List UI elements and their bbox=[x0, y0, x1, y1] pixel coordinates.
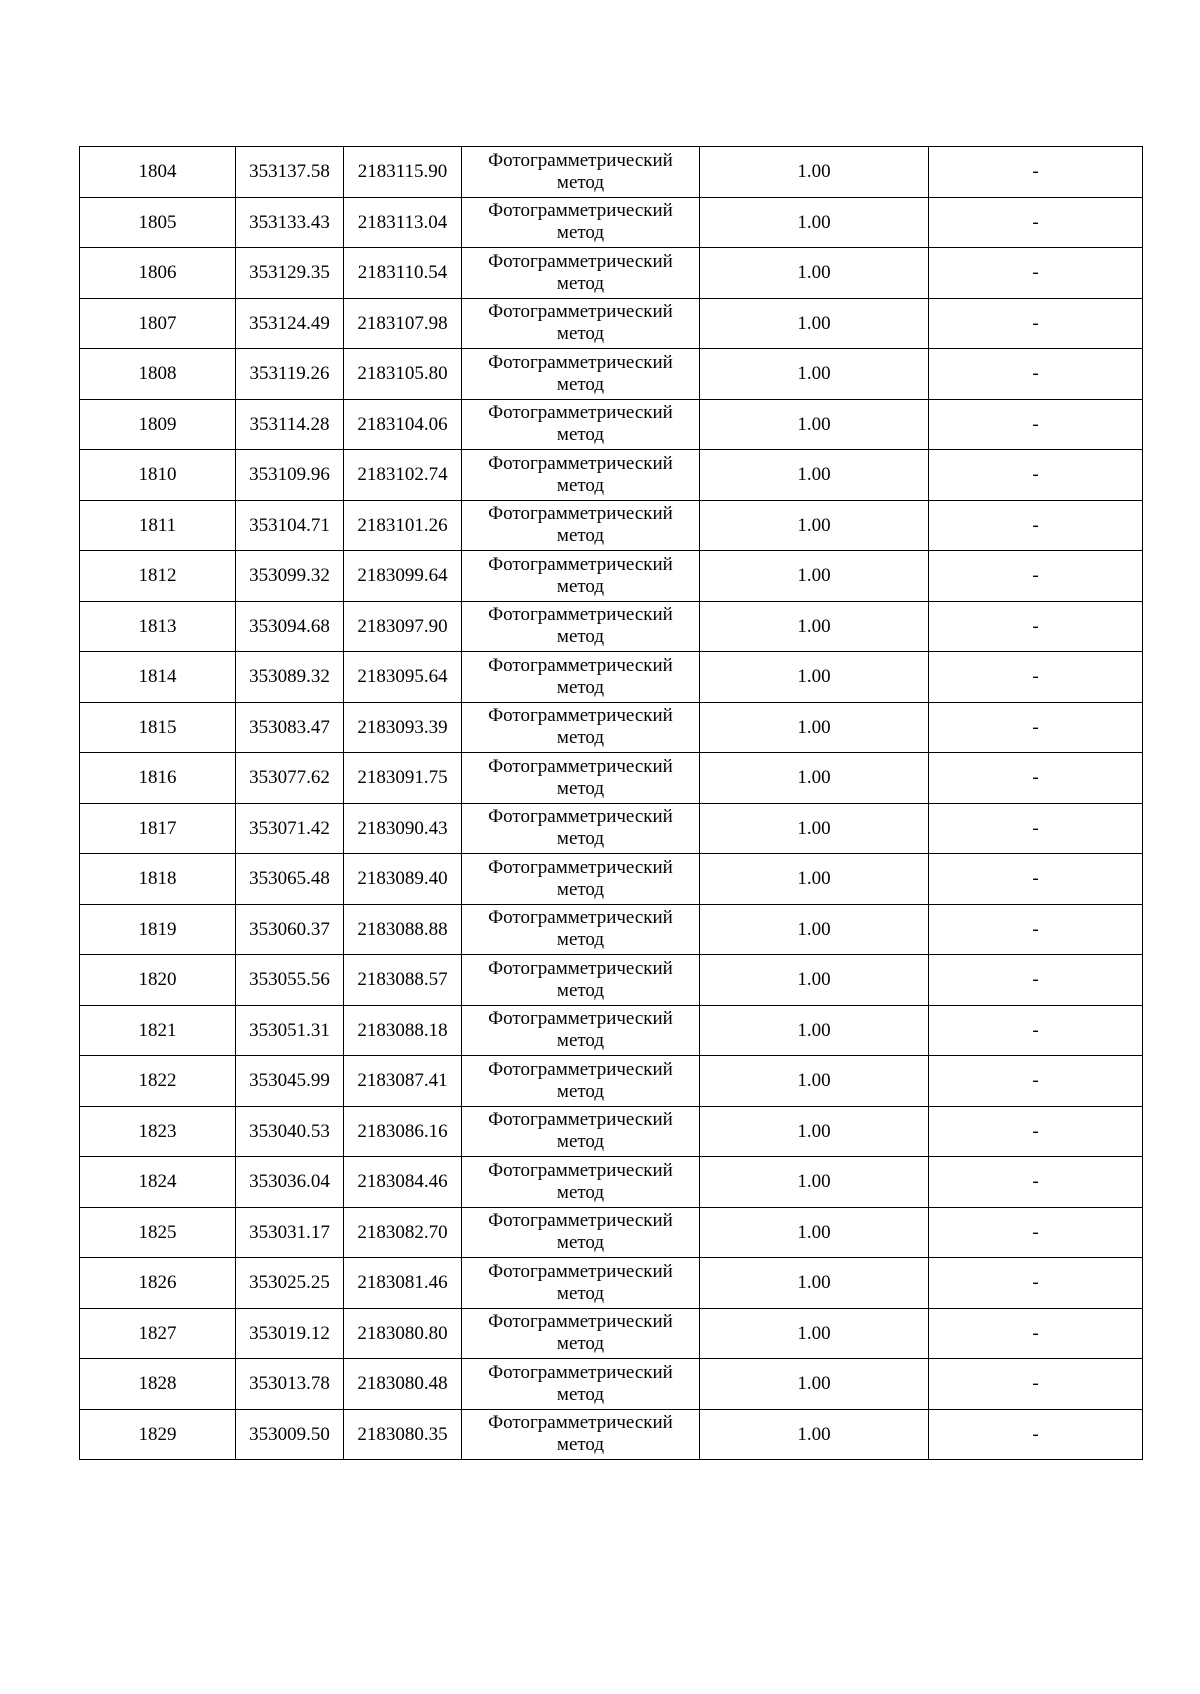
table-row bbox=[80, 702, 1143, 753]
note-cell: - bbox=[929, 450, 1143, 501]
method-line-1: Фотограмметрический bbox=[488, 452, 673, 474]
point-number-cell: 1817 bbox=[80, 803, 236, 854]
table-row bbox=[80, 1106, 1143, 1157]
accuracy-cell: 1.00 bbox=[700, 1207, 929, 1258]
x-coordinate-cell: 353094.68 bbox=[236, 601, 344, 652]
method-line-1: Фотограмметрический bbox=[488, 250, 673, 272]
accuracy-cell: 1.00 bbox=[700, 1106, 929, 1157]
method-cell bbox=[462, 1359, 700, 1410]
point-number-cell: 1807 bbox=[80, 298, 236, 349]
note-cell: - bbox=[929, 1056, 1143, 1107]
note-cell: - bbox=[929, 551, 1143, 602]
method-cell bbox=[462, 1207, 700, 1258]
y-coordinate-cell: 2183080.48 bbox=[344, 1359, 462, 1410]
x-coordinate-cell: 353036.04 bbox=[236, 1157, 344, 1208]
method-line-2: метод bbox=[556, 525, 605, 547]
y-coordinate-cell: 2183102.74 bbox=[344, 450, 462, 501]
accuracy-cell: 1.00 bbox=[700, 147, 929, 198]
method-line-2: метод bbox=[556, 1232, 605, 1254]
table-row bbox=[80, 1056, 1143, 1107]
note-cell: - bbox=[929, 349, 1143, 400]
method-cell bbox=[462, 702, 700, 753]
note-cell: - bbox=[929, 1157, 1143, 1208]
note-cell: - bbox=[929, 1359, 1143, 1410]
method-line-2: метод bbox=[556, 777, 605, 799]
accuracy-cell: 1.00 bbox=[700, 197, 929, 248]
table-row bbox=[80, 955, 1143, 1006]
method-cell bbox=[462, 1157, 700, 1208]
method-line-1: Фотограмметрический bbox=[488, 1260, 673, 1282]
table-row bbox=[80, 197, 1143, 248]
x-coordinate-cell: 353109.96 bbox=[236, 450, 344, 501]
method-line-2: метод bbox=[556, 1333, 605, 1355]
method-line-2: метод bbox=[556, 878, 605, 900]
table-row bbox=[80, 652, 1143, 703]
point-number-cell: 1824 bbox=[80, 1157, 236, 1208]
x-coordinate-cell: 353104.71 bbox=[236, 500, 344, 551]
x-coordinate-cell: 353071.42 bbox=[236, 803, 344, 854]
y-coordinate-cell: 2183080.80 bbox=[344, 1308, 462, 1359]
note-cell: - bbox=[929, 904, 1143, 955]
method-line-1: Фотограмметрический bbox=[488, 1412, 673, 1434]
method-line-1: Фотограмметрический bbox=[488, 200, 673, 222]
x-coordinate-cell: 353089.32 bbox=[236, 652, 344, 703]
method-cell bbox=[462, 854, 700, 905]
y-coordinate-cell: 2183115.90 bbox=[344, 147, 462, 198]
coordinates-table bbox=[79, 146, 1143, 1460]
accuracy-cell: 1.00 bbox=[700, 1258, 929, 1309]
table-row bbox=[80, 1359, 1143, 1410]
table-row bbox=[80, 1409, 1143, 1460]
point-number-cell: 1829 bbox=[80, 1409, 236, 1460]
accuracy-cell: 1.00 bbox=[700, 803, 929, 854]
method-line-1: Фотограмметрический bbox=[488, 705, 673, 727]
accuracy-cell: 1.00 bbox=[700, 450, 929, 501]
method-line-1: Фотограмметрический bbox=[488, 1159, 673, 1181]
point-number-cell: 1825 bbox=[80, 1207, 236, 1258]
method-cell bbox=[462, 349, 700, 400]
method-line-2: метод bbox=[556, 626, 605, 648]
method-line-2: метод bbox=[556, 373, 605, 395]
y-coordinate-cell: 2183084.46 bbox=[344, 1157, 462, 1208]
table-row bbox=[80, 1157, 1143, 1208]
x-coordinate-cell: 353051.31 bbox=[236, 1005, 344, 1056]
method-line-1: Фотограмметрический bbox=[488, 856, 673, 878]
method-line-1: Фотограмметрический bbox=[488, 1008, 673, 1030]
accuracy-cell: 1.00 bbox=[700, 1056, 929, 1107]
method-cell bbox=[462, 753, 700, 804]
accuracy-cell: 1.00 bbox=[700, 1308, 929, 1359]
method-cell bbox=[462, 1409, 700, 1460]
table-row bbox=[80, 500, 1143, 551]
method-line-2: метод bbox=[556, 1434, 605, 1456]
method-cell bbox=[462, 601, 700, 652]
accuracy-cell: 1.00 bbox=[700, 652, 929, 703]
x-coordinate-cell: 353055.56 bbox=[236, 955, 344, 1006]
point-number-cell: 1820 bbox=[80, 955, 236, 1006]
accuracy-cell: 1.00 bbox=[700, 854, 929, 905]
note-cell: - bbox=[929, 1409, 1143, 1460]
method-line-1: Фотограмметрический bbox=[488, 149, 673, 171]
accuracy-cell: 1.00 bbox=[700, 349, 929, 400]
point-number-cell: 1805 bbox=[80, 197, 236, 248]
y-coordinate-cell: 2183104.06 bbox=[344, 399, 462, 450]
method-line-2: метод bbox=[556, 323, 605, 345]
table-row bbox=[80, 601, 1143, 652]
point-number-cell: 1827 bbox=[80, 1308, 236, 1359]
point-number-cell: 1818 bbox=[80, 854, 236, 905]
method-line-2: метод bbox=[556, 1282, 605, 1304]
method-cell bbox=[462, 1005, 700, 1056]
method-line-2: метод bbox=[556, 272, 605, 294]
x-coordinate-cell: 353009.50 bbox=[236, 1409, 344, 1460]
y-coordinate-cell: 2183089.40 bbox=[344, 854, 462, 905]
note-cell: - bbox=[929, 399, 1143, 450]
method-line-1: Фотограмметрический bbox=[488, 351, 673, 373]
y-coordinate-cell: 2183093.39 bbox=[344, 702, 462, 753]
note-cell: - bbox=[929, 197, 1143, 248]
accuracy-cell: 1.00 bbox=[700, 1005, 929, 1056]
y-coordinate-cell: 2183105.80 bbox=[344, 349, 462, 400]
note-cell: - bbox=[929, 601, 1143, 652]
method-cell bbox=[462, 500, 700, 551]
x-coordinate-cell: 353124.49 bbox=[236, 298, 344, 349]
method-cell bbox=[462, 1056, 700, 1107]
table-row bbox=[80, 803, 1143, 854]
method-cell bbox=[462, 147, 700, 198]
x-coordinate-cell: 353065.48 bbox=[236, 854, 344, 905]
method-cell bbox=[462, 803, 700, 854]
point-number-cell: 1822 bbox=[80, 1056, 236, 1107]
table-row bbox=[80, 349, 1143, 400]
point-number-cell: 1806 bbox=[80, 248, 236, 299]
x-coordinate-cell: 353013.78 bbox=[236, 1359, 344, 1410]
method-line-1: Фотограмметрический bbox=[488, 301, 673, 323]
method-line-1: Фотограмметрический bbox=[488, 1311, 673, 1333]
method-cell bbox=[462, 955, 700, 1006]
table-row bbox=[80, 753, 1143, 804]
point-number-cell: 1815 bbox=[80, 702, 236, 753]
note-cell: - bbox=[929, 1106, 1143, 1157]
method-line-2: метод bbox=[556, 1181, 605, 1203]
coordinates-table-body bbox=[80, 147, 1143, 1460]
x-coordinate-cell: 353119.26 bbox=[236, 349, 344, 400]
method-line-2: метод bbox=[556, 171, 605, 193]
x-coordinate-cell: 353031.17 bbox=[236, 1207, 344, 1258]
table-row bbox=[80, 1005, 1143, 1056]
method-line-1: Фотограмметрический bbox=[488, 957, 673, 979]
method-line-2: метод bbox=[556, 474, 605, 496]
note-cell: - bbox=[929, 955, 1143, 1006]
method-cell bbox=[462, 450, 700, 501]
accuracy-cell: 1.00 bbox=[700, 551, 929, 602]
point-number-cell: 1814 bbox=[80, 652, 236, 703]
method-line-2: метод bbox=[556, 676, 605, 698]
y-coordinate-cell: 2183087.41 bbox=[344, 1056, 462, 1107]
accuracy-cell: 1.00 bbox=[700, 601, 929, 652]
method-line-1: Фотограмметрический bbox=[488, 402, 673, 424]
point-number-cell: 1809 bbox=[80, 399, 236, 450]
method-cell bbox=[462, 1106, 700, 1157]
y-coordinate-cell: 2183082.70 bbox=[344, 1207, 462, 1258]
method-cell bbox=[462, 197, 700, 248]
method-line-2: метод bbox=[556, 222, 605, 244]
method-line-2: метод bbox=[556, 1030, 605, 1052]
note-cell: - bbox=[929, 1005, 1143, 1056]
y-coordinate-cell: 2183097.90 bbox=[344, 601, 462, 652]
accuracy-cell: 1.00 bbox=[700, 248, 929, 299]
accuracy-cell: 1.00 bbox=[700, 298, 929, 349]
table-row bbox=[80, 1258, 1143, 1309]
method-line-2: метод bbox=[556, 424, 605, 446]
method-line-2: метод bbox=[556, 575, 605, 597]
point-number-cell: 1812 bbox=[80, 551, 236, 602]
table-row bbox=[80, 1207, 1143, 1258]
note-cell: - bbox=[929, 753, 1143, 804]
table-row bbox=[80, 399, 1143, 450]
table-row bbox=[80, 1308, 1143, 1359]
method-line-1: Фотограмметрический bbox=[488, 604, 673, 626]
y-coordinate-cell: 2183088.57 bbox=[344, 955, 462, 1006]
note-cell: - bbox=[929, 702, 1143, 753]
note-cell: - bbox=[929, 1258, 1143, 1309]
y-coordinate-cell: 2183107.98 bbox=[344, 298, 462, 349]
x-coordinate-cell: 353077.62 bbox=[236, 753, 344, 804]
y-coordinate-cell: 2183090.43 bbox=[344, 803, 462, 854]
x-coordinate-cell: 353045.99 bbox=[236, 1056, 344, 1107]
y-coordinate-cell: 2183091.75 bbox=[344, 753, 462, 804]
y-coordinate-cell: 2183110.54 bbox=[344, 248, 462, 299]
method-line-1: Фотограмметрический bbox=[488, 755, 673, 777]
point-number-cell: 1819 bbox=[80, 904, 236, 955]
method-line-1: Фотограмметрический bbox=[488, 1058, 673, 1080]
note-cell: - bbox=[929, 1308, 1143, 1359]
accuracy-cell: 1.00 bbox=[700, 1359, 929, 1410]
table-row bbox=[80, 904, 1143, 955]
y-coordinate-cell: 2183101.26 bbox=[344, 500, 462, 551]
note-cell: - bbox=[929, 500, 1143, 551]
method-line-1: Фотограмметрический bbox=[488, 1210, 673, 1232]
point-number-cell: 1828 bbox=[80, 1359, 236, 1410]
accuracy-cell: 1.00 bbox=[700, 1409, 929, 1460]
note-cell: - bbox=[929, 803, 1143, 854]
point-number-cell: 1816 bbox=[80, 753, 236, 804]
method-line-2: метод bbox=[556, 1383, 605, 1405]
method-cell bbox=[462, 298, 700, 349]
point-number-cell: 1821 bbox=[80, 1005, 236, 1056]
accuracy-cell: 1.00 bbox=[700, 702, 929, 753]
y-coordinate-cell: 2183088.88 bbox=[344, 904, 462, 955]
note-cell: - bbox=[929, 298, 1143, 349]
note-cell: - bbox=[929, 652, 1143, 703]
point-number-cell: 1804 bbox=[80, 147, 236, 198]
table-row bbox=[80, 298, 1143, 349]
accuracy-cell: 1.00 bbox=[700, 753, 929, 804]
x-coordinate-cell: 353040.53 bbox=[236, 1106, 344, 1157]
x-coordinate-cell: 353025.25 bbox=[236, 1258, 344, 1309]
table-row bbox=[80, 854, 1143, 905]
method-cell bbox=[462, 399, 700, 450]
table-row bbox=[80, 147, 1143, 198]
method-cell bbox=[462, 248, 700, 299]
method-line-1: Фотограмметрический bbox=[488, 503, 673, 525]
method-line-1: Фотограмметрический bbox=[488, 806, 673, 828]
point-number-cell: 1808 bbox=[80, 349, 236, 400]
y-coordinate-cell: 2183099.64 bbox=[344, 551, 462, 602]
method-cell bbox=[462, 551, 700, 602]
accuracy-cell: 1.00 bbox=[700, 1157, 929, 1208]
accuracy-cell: 1.00 bbox=[700, 955, 929, 1006]
y-coordinate-cell: 2183113.04 bbox=[344, 197, 462, 248]
method-line-2: метод bbox=[556, 727, 605, 749]
method-cell bbox=[462, 1258, 700, 1309]
x-coordinate-cell: 353133.43 bbox=[236, 197, 344, 248]
point-number-cell: 1823 bbox=[80, 1106, 236, 1157]
y-coordinate-cell: 2183088.18 bbox=[344, 1005, 462, 1056]
method-line-2: метод bbox=[556, 1080, 605, 1102]
note-cell: - bbox=[929, 854, 1143, 905]
y-coordinate-cell: 2183080.35 bbox=[344, 1409, 462, 1460]
accuracy-cell: 1.00 bbox=[700, 904, 929, 955]
table-row bbox=[80, 551, 1143, 602]
note-cell: - bbox=[929, 147, 1143, 198]
accuracy-cell: 1.00 bbox=[700, 500, 929, 551]
table-row bbox=[80, 248, 1143, 299]
method-line-2: метод bbox=[556, 979, 605, 1001]
method-line-1: Фотограмметрический bbox=[488, 907, 673, 929]
table-row bbox=[80, 450, 1143, 501]
point-number-cell: 1826 bbox=[80, 1258, 236, 1309]
method-line-1: Фотограмметрический bbox=[488, 1361, 673, 1383]
method-line-1: Фотограмметрический bbox=[488, 553, 673, 575]
point-number-cell: 1813 bbox=[80, 601, 236, 652]
method-cell bbox=[462, 904, 700, 955]
y-coordinate-cell: 2183081.46 bbox=[344, 1258, 462, 1309]
point-number-cell: 1810 bbox=[80, 450, 236, 501]
y-coordinate-cell: 2183086.16 bbox=[344, 1106, 462, 1157]
accuracy-cell: 1.00 bbox=[700, 399, 929, 450]
note-cell: - bbox=[929, 248, 1143, 299]
x-coordinate-cell: 353137.58 bbox=[236, 147, 344, 198]
x-coordinate-cell: 353083.47 bbox=[236, 702, 344, 753]
method-line-2: метод bbox=[556, 828, 605, 850]
method-line-1: Фотограмметрический bbox=[488, 1109, 673, 1131]
method-line-1: Фотограмметрический bbox=[488, 654, 673, 676]
y-coordinate-cell: 2183095.64 bbox=[344, 652, 462, 703]
method-line-2: метод bbox=[556, 929, 605, 951]
x-coordinate-cell: 353129.35 bbox=[236, 248, 344, 299]
method-cell bbox=[462, 1308, 700, 1359]
method-line-2: метод bbox=[556, 1131, 605, 1153]
method-cell bbox=[462, 652, 700, 703]
x-coordinate-cell: 353019.12 bbox=[236, 1308, 344, 1359]
x-coordinate-cell: 353099.32 bbox=[236, 551, 344, 602]
x-coordinate-cell: 353114.28 bbox=[236, 399, 344, 450]
point-number-cell: 1811 bbox=[80, 500, 236, 551]
x-coordinate-cell: 353060.37 bbox=[236, 904, 344, 955]
note-cell: - bbox=[929, 1207, 1143, 1258]
